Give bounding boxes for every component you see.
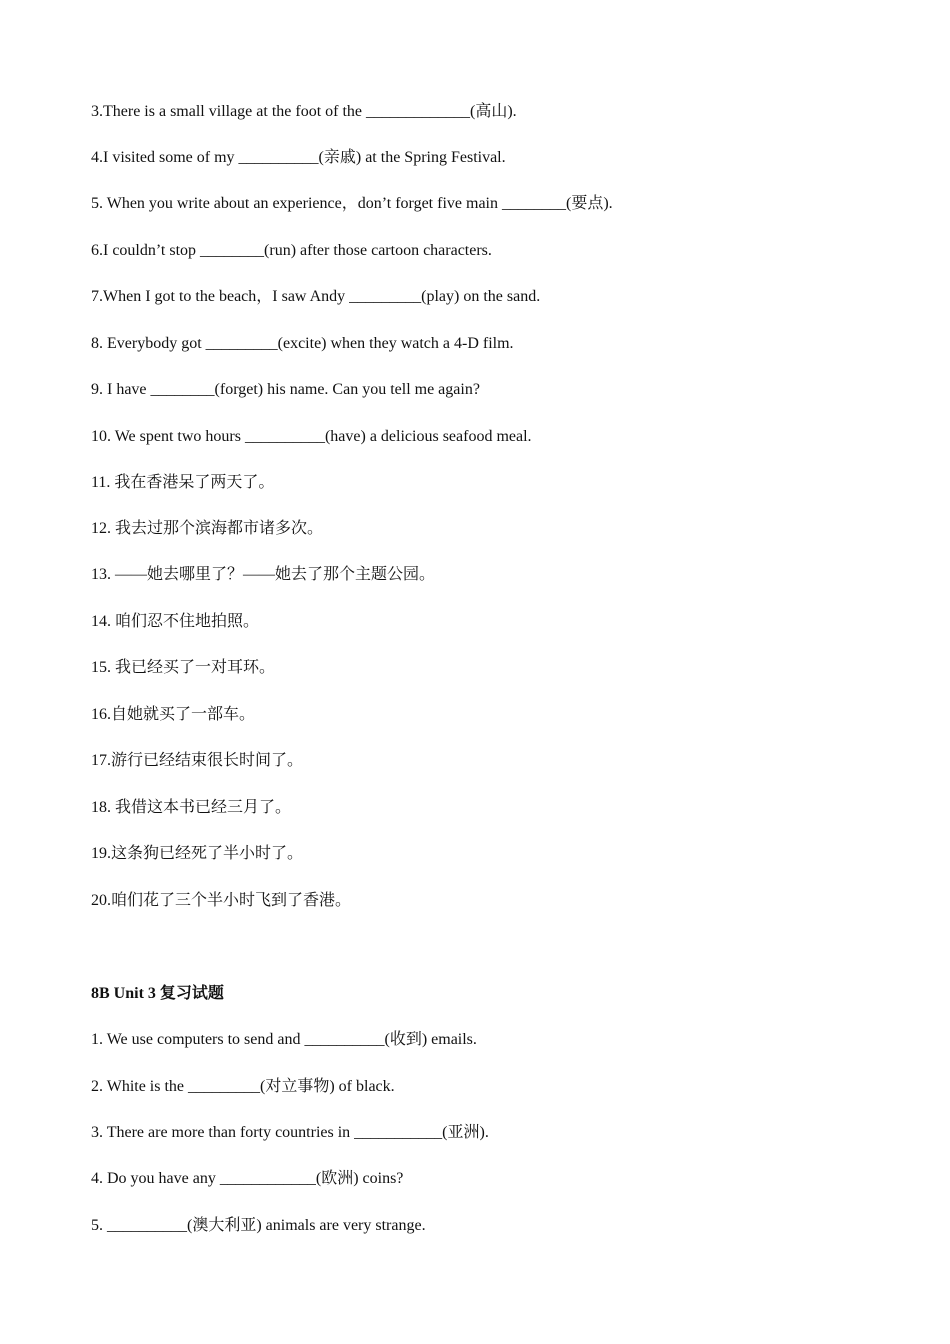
question-4: 4.I visited some of my __________(亲戚) at the Spring Festival. <box>91 149 506 166</box>
question-12: 12. 我去过那个滨海都市诸多次。 <box>91 520 324 537</box>
question-15: 15. 我已经买了一对耳环。 <box>91 659 276 676</box>
question-11: 11. 我在香港呆了两天了。 <box>91 474 275 491</box>
question-5: 5. When you write about an experience，don’t forget five main ________(要点). <box>91 195 613 212</box>
unit3-question-3: 3. There are more than forty countries in ___________(亚洲). <box>91 1124 489 1141</box>
question-20: 20.咱们花了三个半小时飞到了香港。 <box>91 892 352 909</box>
unit3-question-2: 2. White is the _________(对立事物) of black. <box>91 1078 395 1095</box>
question-14: 14. 咱们忍不住地拍照。 <box>91 613 260 630</box>
question-19: 19.这条狗已经死了半小时了。 <box>91 845 304 862</box>
question-8: 8. Everybody got _________(excite) when they watch a 4-D film. <box>91 335 514 352</box>
unit3-question-5: 5. __________(澳大利亚) animals are very strange. <box>91 1217 426 1234</box>
question-7: 7.When I got to the beach，I saw Andy _________(play) on the sand. <box>91 288 541 305</box>
question-9: 9. I have ________(forget) his name. Can you tell me again? <box>91 381 480 398</box>
question-17: 17.游行已经结束很长时间了。 <box>91 752 304 769</box>
question-3: 3.There is a small village at the foot of the _____________(高山). <box>91 103 517 120</box>
question-16: 16.自她就买了一部车。 <box>91 706 256 723</box>
unit3-question-4: 4. Do you have any ____________(欧洲) coins? <box>91 1170 404 1187</box>
question-18: 18. 我借这本书已经三月了。 <box>91 799 292 816</box>
unit3-question-1: 1. We use computers to send and __________(收到) emails. <box>91 1031 477 1048</box>
section-heading: 8B Unit 3 复习试题 <box>91 985 224 1002</box>
question-10: 10. We spent two hours __________(have) a delicious seafood meal. <box>91 428 532 445</box>
question-6: 6.I couldn’t stop ________(run) after those cartoon characters. <box>91 242 492 259</box>
question-13: 13. ——她去哪里了？——她去了那个主题公园。 <box>91 566 436 583</box>
